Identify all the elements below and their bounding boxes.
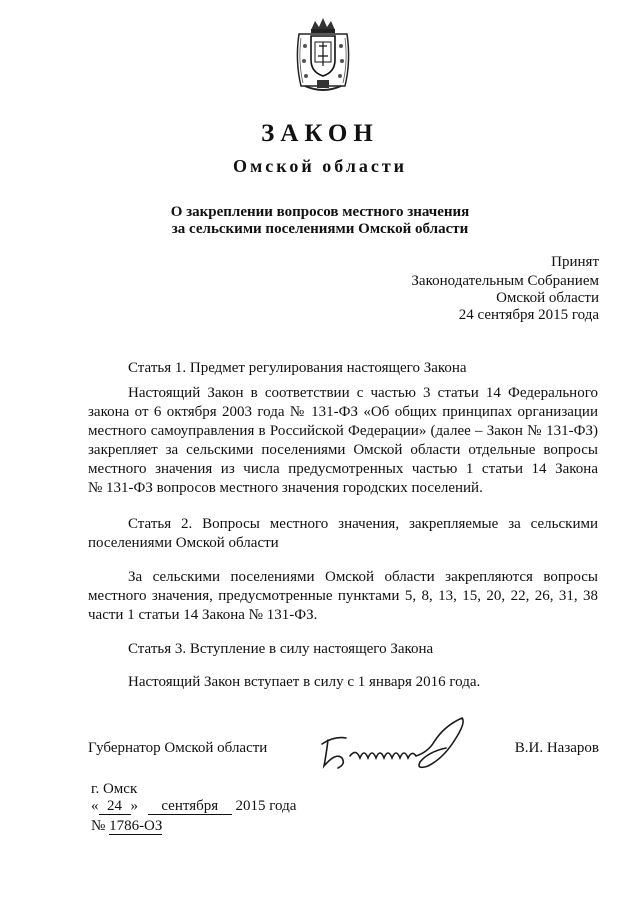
date-month: сентября	[148, 799, 232, 815]
article-2-heading: Статья 2. Вопросы местного значения, закрепляемые за сельскими	[128, 516, 598, 532]
article-1-line: местного самоуправления в Российской Федерации» (далее – Закон № 131-ФЗ)	[88, 423, 598, 439]
adoption-date: 24 сентября 2015 года	[458, 307, 599, 323]
article-1-heading: Статья 1. Предмет регулирования настоящего Закона	[128, 360, 467, 376]
article-3-text: Настоящий Закон вступает в силу с 1 января 2016 года.	[128, 674, 481, 690]
handwritten-signature	[316, 712, 476, 774]
article-1-line: местного значения из числа предусмотренных частью 1 статьи 14 Закона	[88, 461, 598, 477]
article-3-heading: Статья 3. Вступление в силу настоящего Закона	[128, 641, 434, 657]
article-1-line: № 131-ФЗ вопросов местного значения городских поселений.	[88, 480, 483, 496]
law-number-value: 1786-ОЗ	[109, 818, 163, 834]
signatory-position: Губернатор Омской области	[88, 740, 268, 756]
adoption-line-3: Омской области	[496, 290, 599, 306]
article-2-heading-continued: поселениями Омской области	[88, 535, 279, 551]
document-region: Омской области	[232, 156, 408, 176]
law-number-prefix: №	[91, 818, 106, 834]
adoption-line-1: Принят	[551, 254, 599, 270]
law-number	[91, 818, 162, 835]
article-2-line: части 1 статьи 14 Закона № 131-ФЗ.	[88, 607, 318, 623]
article-1-line: закона от 6 октября 2003 года № 131-ФЗ «Об общих принципах организации	[88, 404, 598, 420]
date-close-quote: »	[130, 798, 138, 814]
law-subject-line-1: О закреплении вопросов местного значения	[170, 204, 470, 220]
adoption-line-2: Законодательным Собранием	[411, 273, 599, 289]
omsk-region-emblem	[291, 16, 355, 96]
law-subject-line-2: за сельскими поселениями Омской области	[171, 221, 469, 237]
article-1-line: Настоящий Закон в соответствии с частью 3 статьи 14 Федерального	[128, 385, 598, 401]
article-2-line: За сельскими поселениями Омской области закрепляются вопросы	[128, 569, 598, 585]
date-year: 2015 года	[235, 798, 297, 814]
signatory-name: В.И. Назаров	[514, 740, 599, 756]
date-day: 24	[99, 799, 131, 815]
date-open-quote: «	[91, 798, 99, 814]
document-title: ЗАКОН	[261, 120, 379, 147]
signing-date	[91, 798, 296, 815]
city: г. Омск	[91, 781, 138, 797]
article-1-line: закрепляет за сельскими поселениями Омской области отдельные вопросы	[88, 442, 598, 458]
article-2-line: местного значения, предусмотренные пунктами 5, 8, 13, 15, 20, 22, 26, 31, 38	[88, 588, 598, 604]
